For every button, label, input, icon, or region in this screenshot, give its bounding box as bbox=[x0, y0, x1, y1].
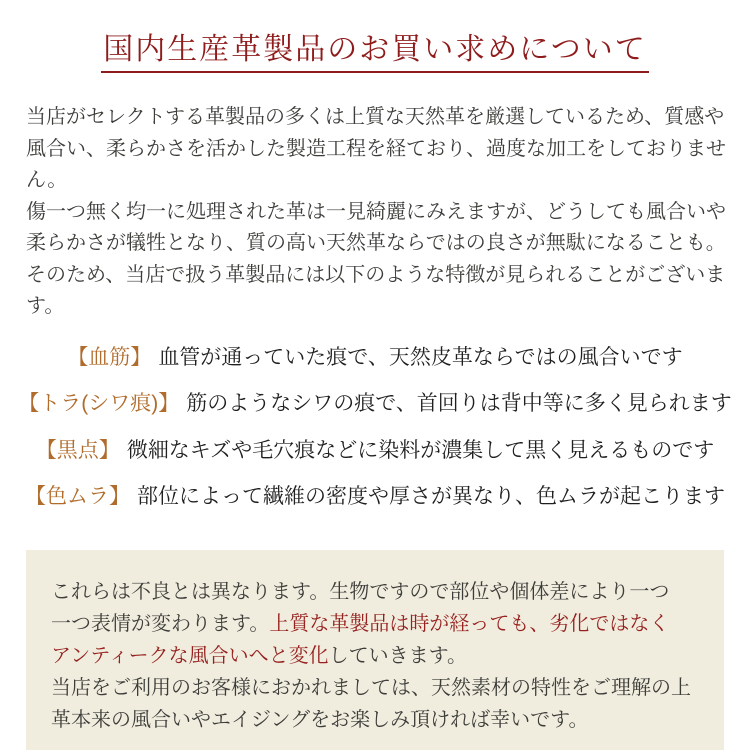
feature-item-kokuten bbox=[0, 437, 750, 464]
page-title-text: 国内生産革製品のお買い求めについて bbox=[101, 33, 648, 73]
feature-term: 【トラ(シワ痕)】 bbox=[18, 392, 180, 415]
feature-term: 【黒点】 bbox=[35, 438, 120, 462]
note-paragraph bbox=[51, 576, 704, 736]
note-line-5: 革本来の風合いやエイジングをお楽しみ頂ければ幸いです。 bbox=[51, 709, 589, 731]
note-line-3-emphasis: アンティークな風合いへと変化 bbox=[51, 645, 329, 667]
note-line-4: 当店をご利用のお客様におかれましては、天然素材の特性をご理解の上 bbox=[51, 677, 691, 699]
feature-item-chisuji bbox=[0, 344, 750, 371]
feature-desc: 部位によって繊維の密度や厚さが異なり、色ムラが起こります bbox=[137, 485, 725, 508]
note-line-2-normal: 一つ表情が変わります。 bbox=[51, 613, 270, 635]
note-box bbox=[26, 550, 724, 750]
note-line-3-normal: していきます。 bbox=[328, 645, 468, 667]
note-line-2-emphasis: 上質な革製品は時が経っても、劣化ではなく bbox=[269, 613, 670, 635]
feature-list bbox=[0, 344, 750, 511]
intro-paragraph bbox=[26, 102, 740, 323]
feature-desc: 筋のようなシワの痕で、首回りは背中等に多く見られます bbox=[186, 392, 732, 415]
intro-line-4: 柔らかさが犠牲となり、質の高い天然革ならではの良さが無駄になることも。 bbox=[26, 232, 726, 254]
feature-term: 【血筋】 bbox=[67, 345, 152, 369]
feature-desc: 血管が通っていた痕で、天然皮革ならではの風合いです bbox=[158, 345, 683, 369]
intro-line-3: 傷一つ無く均一に処理された革は一見綺麗にみえますが、どうしても風合いや bbox=[26, 200, 726, 223]
page-title bbox=[0, 33, 750, 73]
intro-line-2: 風合い、柔らかさを活かした製造工程を経ており、過度な加工をしておりません。 bbox=[26, 137, 726, 191]
intro-line-5: そのため、当店で扱う革製品には以下のような特徴が見られることがございます。 bbox=[26, 263, 726, 317]
feature-term: 【色ムラ】 bbox=[25, 485, 130, 508]
feature-desc: 微細なキズや毛穴痕などに染料が濃集して黒く見えるものです bbox=[126, 438, 715, 462]
feature-item-tora bbox=[0, 390, 750, 417]
note-line-1: これらは不良とは異なります。生物ですので部位や個体差により一つ bbox=[51, 581, 670, 603]
feature-item-iromura bbox=[0, 483, 750, 510]
leather-notice-page bbox=[0, 33, 750, 750]
intro-line-1: 当店がセレクトする革製品の多くは上質な天然革を厳選しているため、質感や bbox=[26, 106, 725, 128]
